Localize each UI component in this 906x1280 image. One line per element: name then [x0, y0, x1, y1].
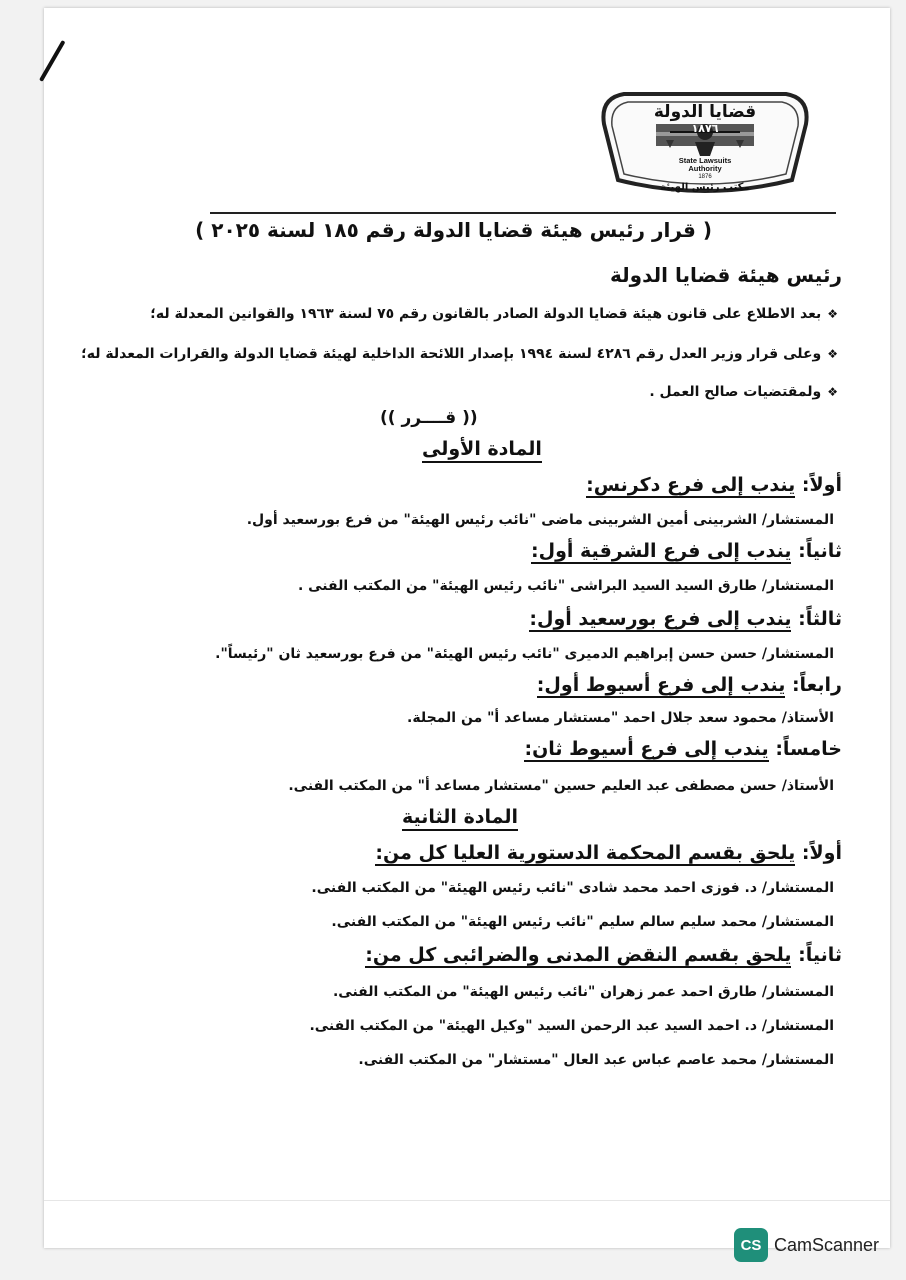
assignment-entry: المستشار/ حسن حسن إبراهيم الدميرى "نائب رئيس الهيئة" من فرع بورسعيد ثان "رئيساً". [215, 646, 834, 662]
bullet-icon: ❖ [827, 347, 838, 361]
assignment-entry: المستشار/ محمد سليم سالم سليم "نائب رئيس الهيئة" من المكتب الفنى. [331, 914, 834, 930]
section-heading [537, 674, 842, 696]
section-ordinal: ثانياً: [798, 540, 842, 562]
bullet-icon: ❖ [827, 307, 838, 321]
logo-english-name-1: State Lawsuits [678, 156, 732, 165]
section-heading [365, 944, 842, 966]
logo-arabic-name: قضايا الدولة [653, 102, 757, 122]
section-ordinal: رابعاً: [791, 674, 842, 696]
decision-heading: (( قــــرر )) [380, 408, 478, 428]
assignment-entry: المستشار/ د. فوزى احمد محمد شادى "نائب رئيس الهيئة" من المكتب الفنى. [311, 880, 834, 896]
section-heading-text: يلحق بقسم النقض المدنى والضرائبى كل من: [365, 944, 792, 966]
premise-text: بعد الاطلاع على قانون هيئة قضايا الدولة الصادر بالقانون رقم ٧٥ لسنة ١٩٦٣ والقوانين المعدلة له؛ [150, 306, 822, 322]
camscanner-brand: CamScanner [774, 1234, 880, 1255]
camscanner-watermark [734, 1228, 879, 1262]
issuer-heading: رئيس هيئة قضايا الدولة [610, 263, 842, 287]
section-heading [531, 540, 842, 562]
section-heading-text: يندب إلى فرع بورسعيد أول: [529, 608, 792, 630]
section-heading-text: يندب إلى فرع أسيوط ثان: [524, 738, 769, 760]
assignment-entry: الأستاذ/ محمود سعد جلال احمد "مستشار مساعد أ" من المجلة. [407, 710, 834, 726]
section-heading-text: يندب إلى فرع أسيوط أول: [536, 674, 786, 696]
article-2-title: المادة الثانية [402, 806, 518, 831]
section-ordinal: ثانياً: [798, 944, 842, 966]
assignment-entry: الأستاذ/ حسن مصطفى عبد العليم حسين "مستشار مساعد أ" من المكتب الفنى. [288, 778, 834, 794]
section-ordinal: أولاً: [801, 842, 842, 864]
decision-title: ( قرار رئيس هيئة قضايا الدولة رقم ١٨٥ لسنة ٢٠٢٥ ) [195, 218, 712, 242]
section-heading-text: يندب إلى فرع دكرنس: [586, 474, 796, 496]
section-ordinal: خامساً: [775, 738, 842, 760]
section-heading [375, 842, 842, 864]
logo-office-label: مكتب رئيس الهيئة [660, 182, 750, 193]
scan-edge [44, 1200, 890, 1201]
state-lawsuits-authority-logo [596, 84, 814, 196]
article-1-title: المادة الأولى [422, 438, 542, 463]
camscanner-icon: CS [734, 1228, 768, 1262]
section-ordinal: أولاً: [801, 474, 842, 496]
assignment-entry: المستشار/ طارق احمد عمر زهران "نائب رئيس الهيئة" من المكتب الفنى. [332, 984, 834, 1000]
premise-line [81, 346, 838, 362]
section-heading-text: يندب إلى فرع الشرقية أول: [531, 540, 792, 562]
section-ordinal: ثالثاً: [798, 608, 842, 630]
bullet-icon: ❖ [827, 385, 838, 399]
logo-arabic-year: ١٨٧٦ [691, 122, 719, 135]
assignment-entry: المستشار/ د. احمد السيد عبد الرحمن السيد "وكيل الهيئة" من المكتب الفنى. [309, 1018, 834, 1034]
premise-line [649, 384, 838, 400]
premise-text: ولمقتضيات صالح العمل . [649, 384, 822, 400]
assignment-entry: المستشار/ محمد عاصم عباس عبد العال "مستشار" من المكتب الفنى. [358, 1052, 834, 1068]
header-divider [210, 212, 836, 214]
section-heading-text: يلحق بقسم المحكمة الدستورية العليا كل من: [375, 842, 796, 864]
premise-line [150, 306, 838, 322]
assignment-entry: المستشار/ الشربينى أمين الشربينى ماضى "نائب رئيس الهيئة" من فرع بورسعيد أول. [246, 512, 834, 528]
logo-english-name-2: Authority [688, 164, 722, 173]
premise-text: وعلى قرار وزير العدل رقم ٤٢٨٦ لسنة ١٩٩٤ بإصدار اللائحة الداخلية لهيئة قضايا الدولة والقرارات المعدلة له؛ [81, 346, 822, 362]
section-heading [524, 738, 842, 760]
section-heading [586, 474, 842, 496]
section-heading [529, 608, 842, 630]
logo-english-year: 1876 [698, 174, 712, 180]
assignment-entry: المستشار/ طارق السيد السيد البراشى "نائب رئيس الهيئة" من المكتب الفنى . [297, 578, 834, 594]
